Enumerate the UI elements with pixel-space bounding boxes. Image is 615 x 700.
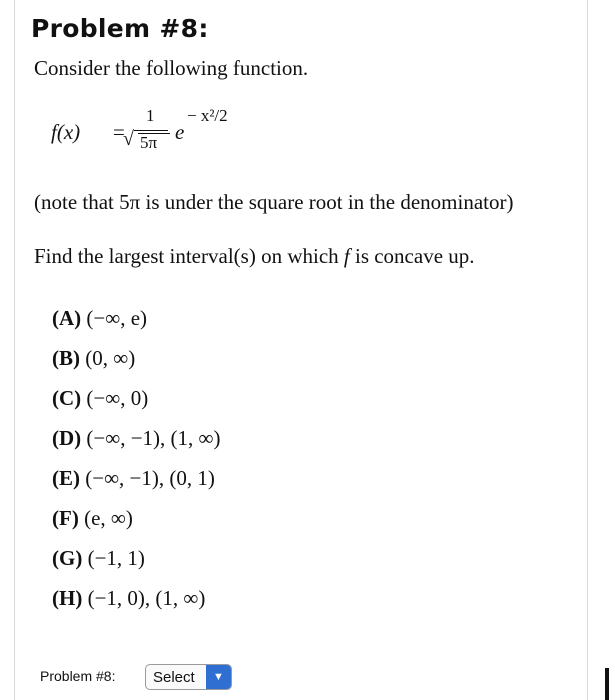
intro-text: Consider the following function. xyxy=(34,56,309,80)
edge-bar xyxy=(605,668,609,700)
answer-select[interactable] xyxy=(145,664,232,690)
function-formula xyxy=(51,106,311,166)
option-d: (D) (−∞, −1), (1, ∞) xyxy=(52,426,221,450)
option-h: (H) (−1, 0), (1, ∞) xyxy=(52,586,206,610)
question-text: Find the largest interval(s) on which f is concave up. xyxy=(34,244,475,268)
formula-equals: = xyxy=(113,120,125,144)
option-c: (C) (−∞, 0) xyxy=(52,386,149,410)
formula-denominator: 5π xyxy=(140,133,158,152)
formula-base: e xyxy=(175,120,185,144)
problem-title: Problem #8: xyxy=(31,14,209,43)
problem-card xyxy=(14,0,588,700)
answer-options xyxy=(52,306,221,626)
sqrt-icon: √ xyxy=(123,128,134,150)
option-g: (G) (−1, 1) xyxy=(52,546,145,570)
option-b: (B) (0, ∞) xyxy=(52,346,136,370)
fraction-bar xyxy=(134,130,168,131)
select-value: Select xyxy=(153,669,195,686)
formula-exponent: − x²/2 xyxy=(187,106,228,125)
note-text: (note that 5π is under the square root in the denominator) xyxy=(34,190,514,214)
formula-numerator: 1 xyxy=(146,106,155,125)
triangle-down-icon[interactable]: ▼ xyxy=(206,665,231,689)
answer-label: Problem #8: xyxy=(40,668,116,684)
option-a: (A) (−∞, e) xyxy=(52,306,148,330)
option-e: (E) (−∞, −1), (0, 1) xyxy=(52,466,215,490)
option-f: (F) (e, ∞) xyxy=(52,506,133,530)
formula-lhs: f(x) xyxy=(51,120,81,144)
